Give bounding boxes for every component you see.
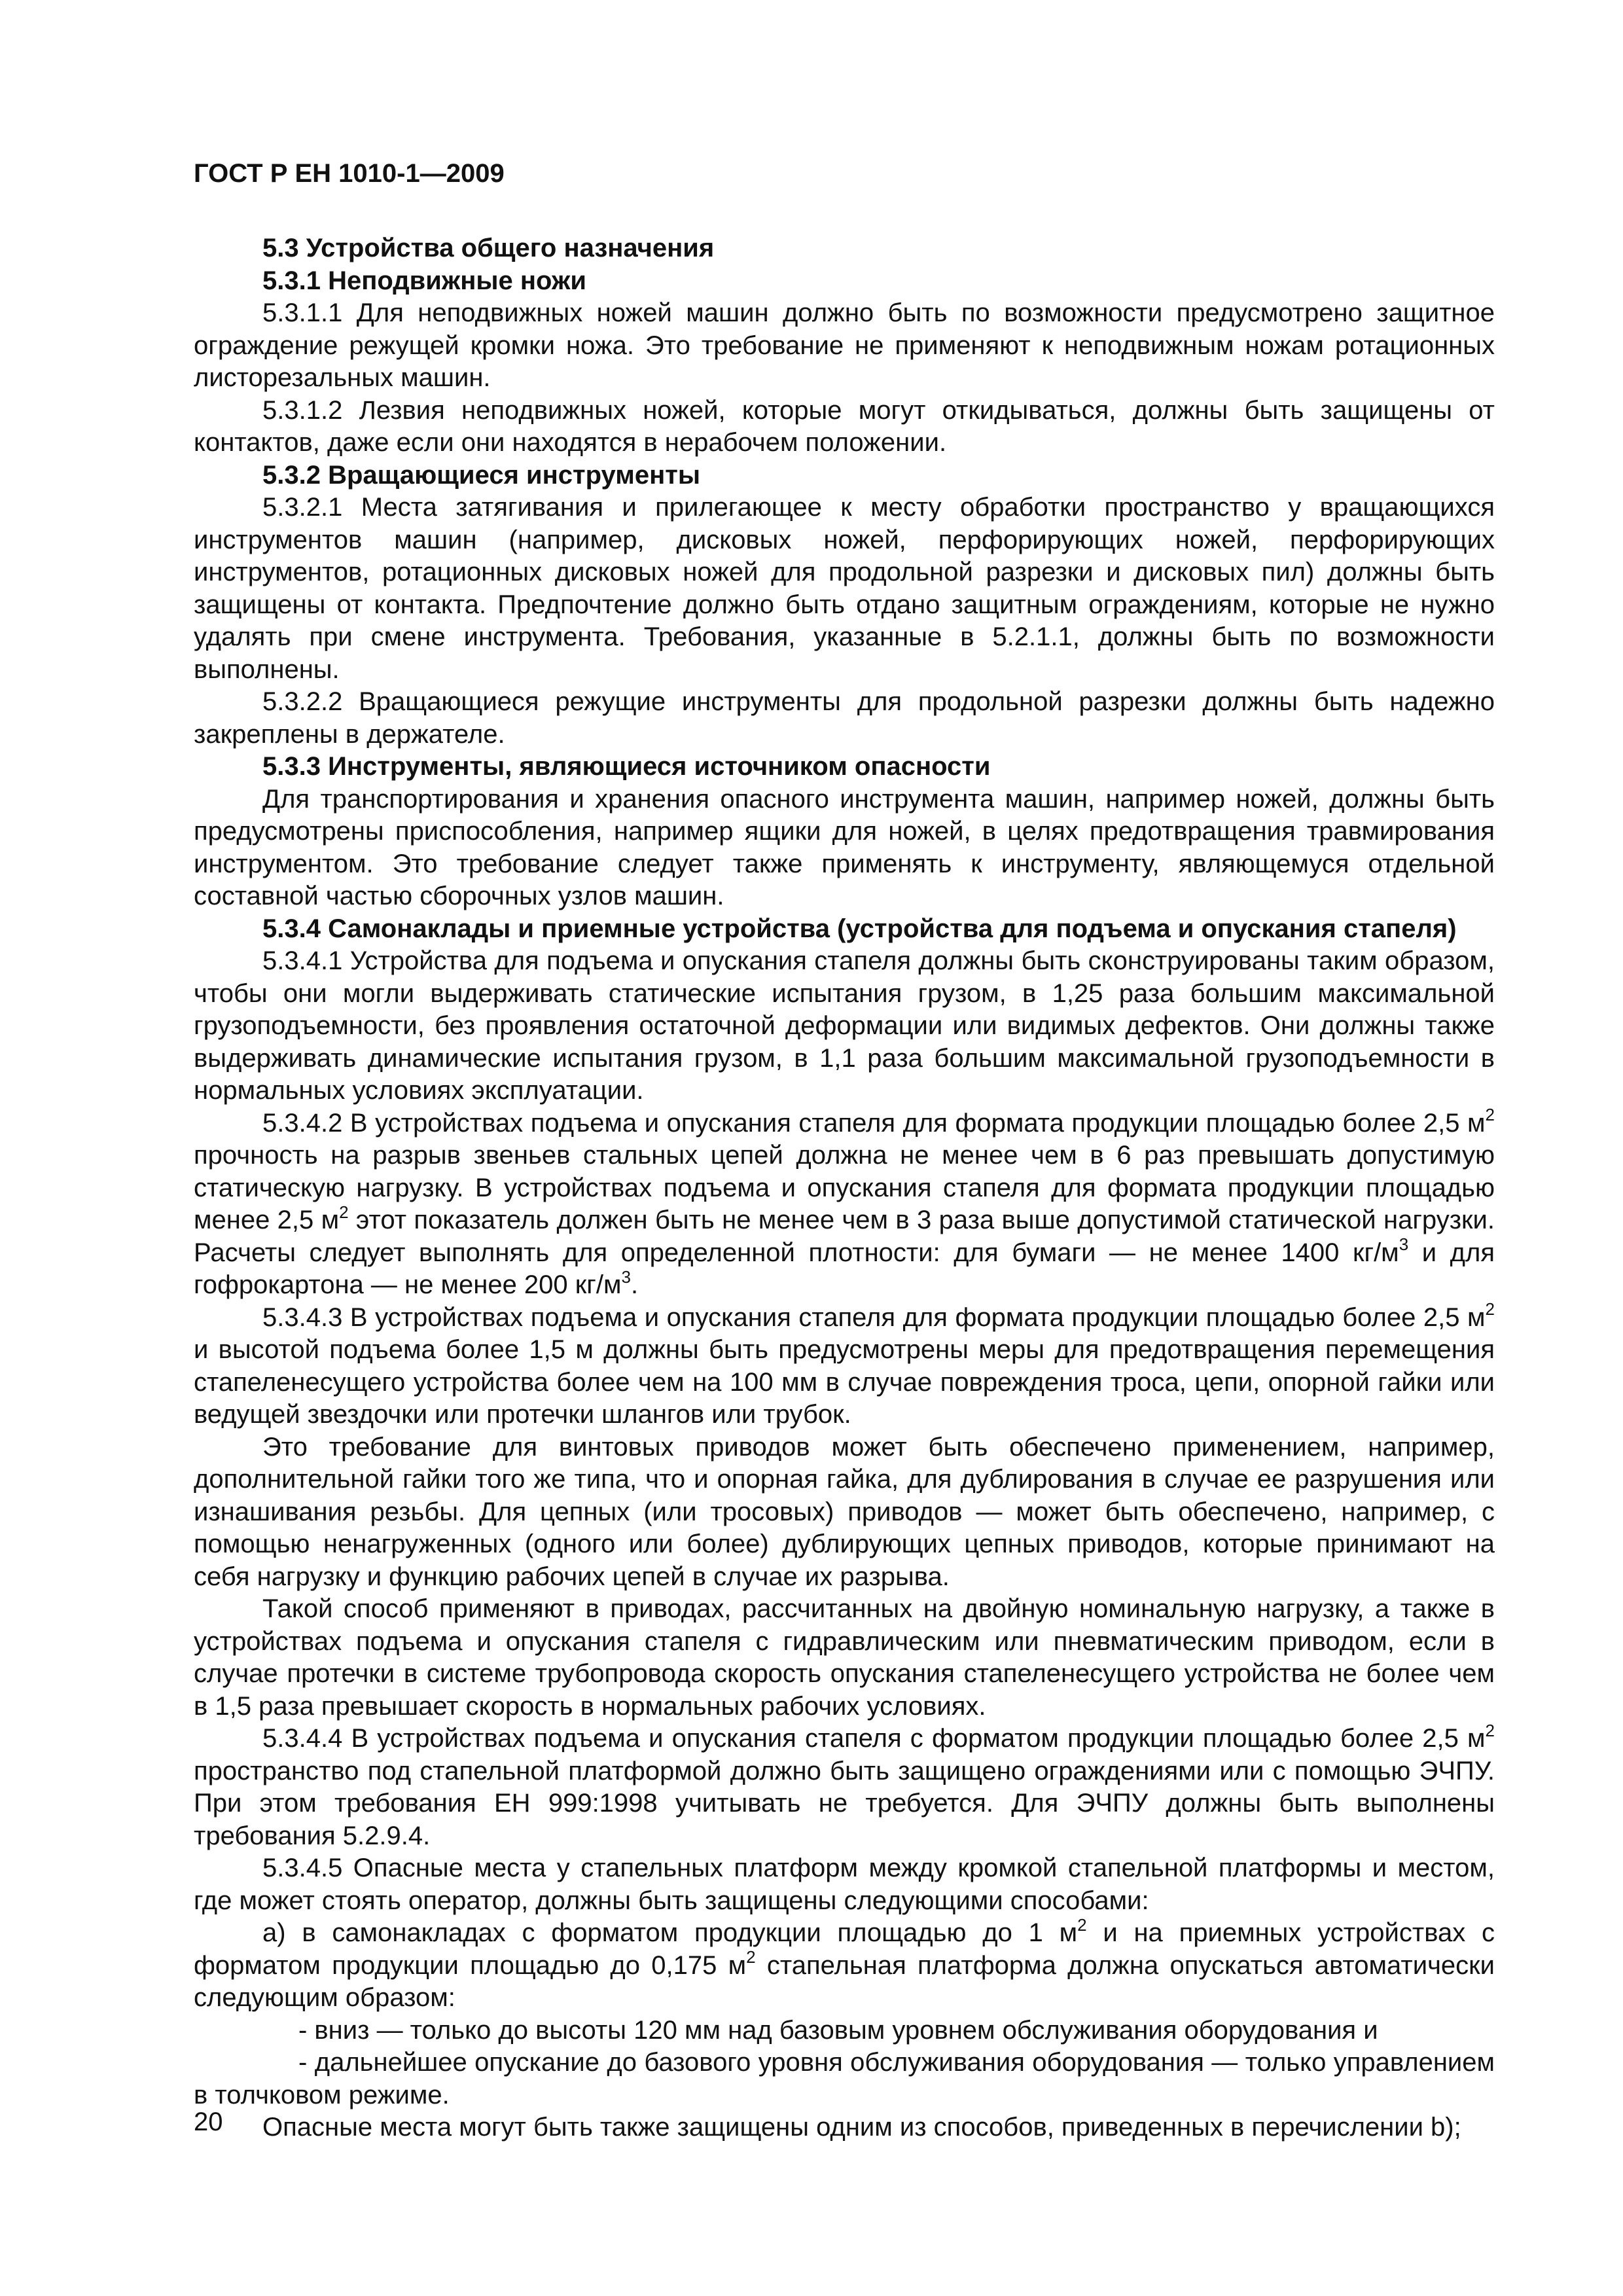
paragraph-method: Такой способ применяют в приводах, рассчитанных на двойную номинальную нагрузку, а также в устройствах подъема и опускания стапеля с гидравлическим или пневматическим приводом, если в случае протечки в системе трубопровода скорость опускания стапеленесущего устройства не более чем в 1,5 раза превышает скорость в нормальных рабочих условиях. — [194, 1594, 1495, 1721]
paragraph-screw-drives: Это требование для винтовых приводов может быть обеспечено применением, например, дополнительной гайки того же типа, что и опорная гайка, для дублирования в случае ее разрушения или изнашивания резьбы. Для цепных (или тросовых) приводов — может быть обеспечено, например, с помощью ненагруженных (одного или более) дублирующих цепных приводов, которые принимают на себя нагрузку и функцию рабочих цепей в случае их разрыва. — [194, 1432, 1495, 1591]
dash-item-2: - дальнейшее опускание до базового уровня обслуживания оборудования — только управлением в толчковом режиме. — [194, 2048, 1495, 2109]
list-item-a: а) в самонакладах с форматом продукции площадью до 1 $м^2$ и на приемных устройствах с форматом продукции площадью до 0,175 $м^2$ стапельная платформа должна опускаться автоматически следующим образом: — [194, 1914, 1495, 2012]
paragraph-5-3-1-1: 5.3.1.1 Для неподвижных ножей машин должно быть по возможности предусмотрено защитное ограждение режущей кромки ножа. Это требование не применяют к неподвижным ножам ротационных листорезальных машин. — [194, 298, 1495, 392]
heading-5-3-4: 5.3.4 Самонаклады и приемные устройства (устройства для подъема и опускания стапеля) — [262, 914, 1457, 943]
paragraph-5-3-1-2: 5.3.1.2 Лезвия неподвижных ножей, которые могут откидываться, должны быть защищены от контактов, даже если они находятся в нерабочем положении. — [194, 395, 1495, 457]
heading-5-3-1: 5.3.1 Неподвижные ножи — [262, 266, 586, 295]
superscript: 2 — [1485, 1105, 1495, 1125]
dash-item-1: - вниз — только до высоты 120 мм над базовым уровнем обслуживания оборудования и — [298, 2015, 1378, 2045]
paragraph-5-3-4-2: 5.3.4.2 В устройствах подъема и опускания стапеля для формата продукции площадью более 2,5 $м^2$ прочность на разрыв звеньев стальных цепей должна не менее чем в 6 раз превышать допустимую статическую нагрузку. В устройствах подъема и опускания стапеля для формата продукции площадью менее 2,5 $м^2$ этот показатель должен быть не менее чем в 3 раза выше допустимой статической нагрузки. Расчеты следует выполнять для определенной плотности: для бумаги — не менее 1400 $кг/м^3$ и для гофрокартона — не менее 200 $кг/м^3$. — [194, 1105, 1495, 1299]
superscript: 2 — [1485, 1299, 1495, 1319]
paragraph-5-3-3: Для транспортирования и хранения опасного инструмента машин, например ножей, должны быть предусмотрены приспособления, например ящики для ножей, в целях предотвращения травмирования инструментом. Это требование следует также применять к инструменту, являющемуся отдельной составной частью сборочных узлов машин. — [194, 784, 1495, 910]
paragraph-5-3-4-1: 5.3.4.1 Устройства для подъема и опускания стапеля должны быть сконструированы таким образом, чтобы они могли выдерживать статические испытания грузом, в 1,25 раза большим максимальной грузоподъемности, без проявления остаточной деформации или видимых дефектов. Они должны также выдерживать динамические испытания грузом, в 1,1 раза большим максимальной грузоподъемности в нормальных условиях эксплуатации. — [194, 946, 1495, 1105]
paragraph-5-3-4-3: 5.3.4.3 В устройствах подъема и опускания стапеля для формата продукции площадью более 2,5 $м^2$ и высотой подъема более 1,5 м должны быть предусмотрены меры для предотвращения перемещения стапеленесущего устройства более чем на 100 мм в случае повреждения троса, цепи, опорной гайки или ведущей звездочки или протечки шлангов или трубок. — [194, 1299, 1495, 1429]
superscript: 3 — [621, 1266, 631, 1287]
paragraph-last: Опасные места могут быть также защищены одним из способов, приведенных в перечислении b); — [262, 2113, 1461, 2142]
paragraph-5-3-2-1: 5.3.2.1 Места затягивания и прилегающее к месту обработки пространство у вращающихся инструментов машин (например, дисковых ножей, перфорирующих ножей, перфорирующих инструментов, ротационных дисковых ножей для продольной разрезки и дисковых пил) должны быть защищены от контакта. Предпочтение должно быть отдано защитным ограждениям, которые не нужно удалять при смене инструмента. Требования, указанные в 5.2.1.1, должны быть по возможности выполнены. — [194, 493, 1495, 684]
superscript: 3 — [1399, 1234, 1409, 1255]
page-number: 20 — [194, 2108, 223, 2136]
paragraph-5-3-4-5: 5.3.4.5 Опасные места у стапельных платформ между кромкой стапельной платформы и местом, где может стоять оператор, должны быть защищены следующими способами: — [194, 1854, 1495, 1915]
document-page — [194, 157, 1495, 2144]
superscript: 2 — [746, 1947, 756, 1967]
heading-5-3: 5.3 Устройства общего назначения — [262, 234, 715, 262]
document-code-header: ГОСТ Р ЕН 1010-1—2009 — [194, 159, 505, 188]
paragraph-5-3-4-4: 5.3.4.4 В устройствах подъема и опускания стапеля с форматом продукции площадью более 2,5 $м^2$ пространство под стапельной платформой должно быть защищено ограждениями или с помощью ЭЧПУ. При этом требования ЕН 999:1998 учитывать не требуется. Для ЭЧПУ должны быть выполнены требования 5.2.9.4. — [194, 1720, 1495, 1850]
heading-5-3-2: 5.3.2 Вращающиеся инструменты — [262, 460, 701, 490]
heading-5-3-3: 5.3.3 Инструменты, являющиеся источником опасности — [262, 752, 991, 781]
superscript: 2 — [1077, 1914, 1087, 1935]
superscript: 2 — [339, 1202, 349, 1222]
superscript: 2 — [1485, 1720, 1495, 1740]
paragraph-5-3-2-2: 5.3.2.2 Вращающиеся режущие инструменты для продольной разрезки должны быть надежно закреплены в держателе. — [194, 687, 1495, 749]
